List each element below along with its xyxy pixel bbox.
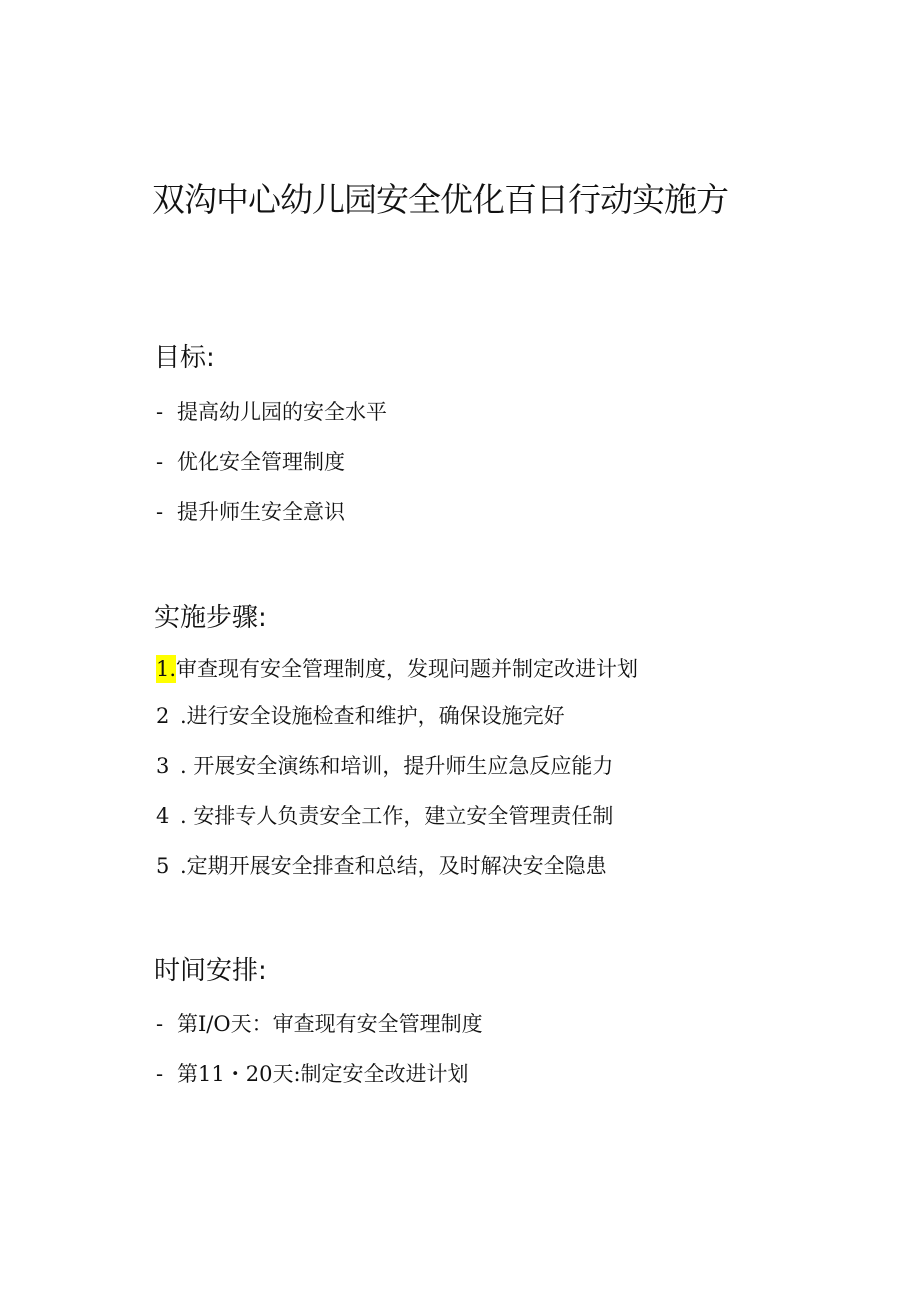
bullet-dash: - — [156, 1062, 164, 1086]
step-text: 审查现有安全管理制度，发现问题并制定改进计划 — [176, 657, 639, 681]
goal-text: 优化安全管理制度 — [177, 450, 345, 474]
steps-heading: 实施步骤: — [154, 603, 267, 633]
schedule-text: 第11・20天:制定安全改进计划 — [177, 1062, 469, 1086]
step-item — [156, 702, 565, 730]
goal-item — [156, 498, 345, 526]
step-number: 1. — [156, 657, 177, 681]
bullet-dash: - — [156, 1012, 164, 1036]
document-title: 双沟中心幼儿园安全优化百日行动实施方 — [152, 180, 728, 219]
bullet-dash: - — [156, 400, 164, 424]
schedule-heading: 时间安排: — [154, 956, 267, 986]
goal-item — [156, 448, 345, 476]
step-number: 3 — [156, 754, 170, 778]
step-item — [156, 655, 638, 683]
step-text: . 开展安全演练和培训，提升师生应急反应能力 — [180, 754, 614, 778]
goals-heading: 目标: — [154, 343, 215, 373]
step-number: 4 — [156, 804, 170, 828]
goal-item — [156, 398, 387, 426]
bullet-dash: - — [156, 450, 164, 474]
goal-text: 提高幼儿园的安全水平 — [177, 400, 387, 424]
bullet-dash: - — [156, 500, 164, 524]
step-text: .定期开展安全排查和总结，及时解决安全隐患 — [180, 854, 607, 878]
schedule-item — [156, 1060, 469, 1088]
step-number: 5 — [156, 854, 170, 878]
step-item — [156, 752, 613, 780]
step-number: 2 — [156, 704, 170, 728]
step-text: . 安排专人负责安全工作，建立安全管理责任制 — [180, 804, 614, 828]
step-item — [156, 802, 613, 830]
schedule-item — [156, 1010, 483, 1038]
step-item — [156, 852, 607, 880]
schedule-text: 第I/O天：审查现有安全管理制度 — [177, 1012, 483, 1036]
step-text: .进行安全设施检查和维护，确保设施完好 — [180, 704, 565, 728]
goal-text: 提升师生安全意识 — [177, 500, 345, 524]
